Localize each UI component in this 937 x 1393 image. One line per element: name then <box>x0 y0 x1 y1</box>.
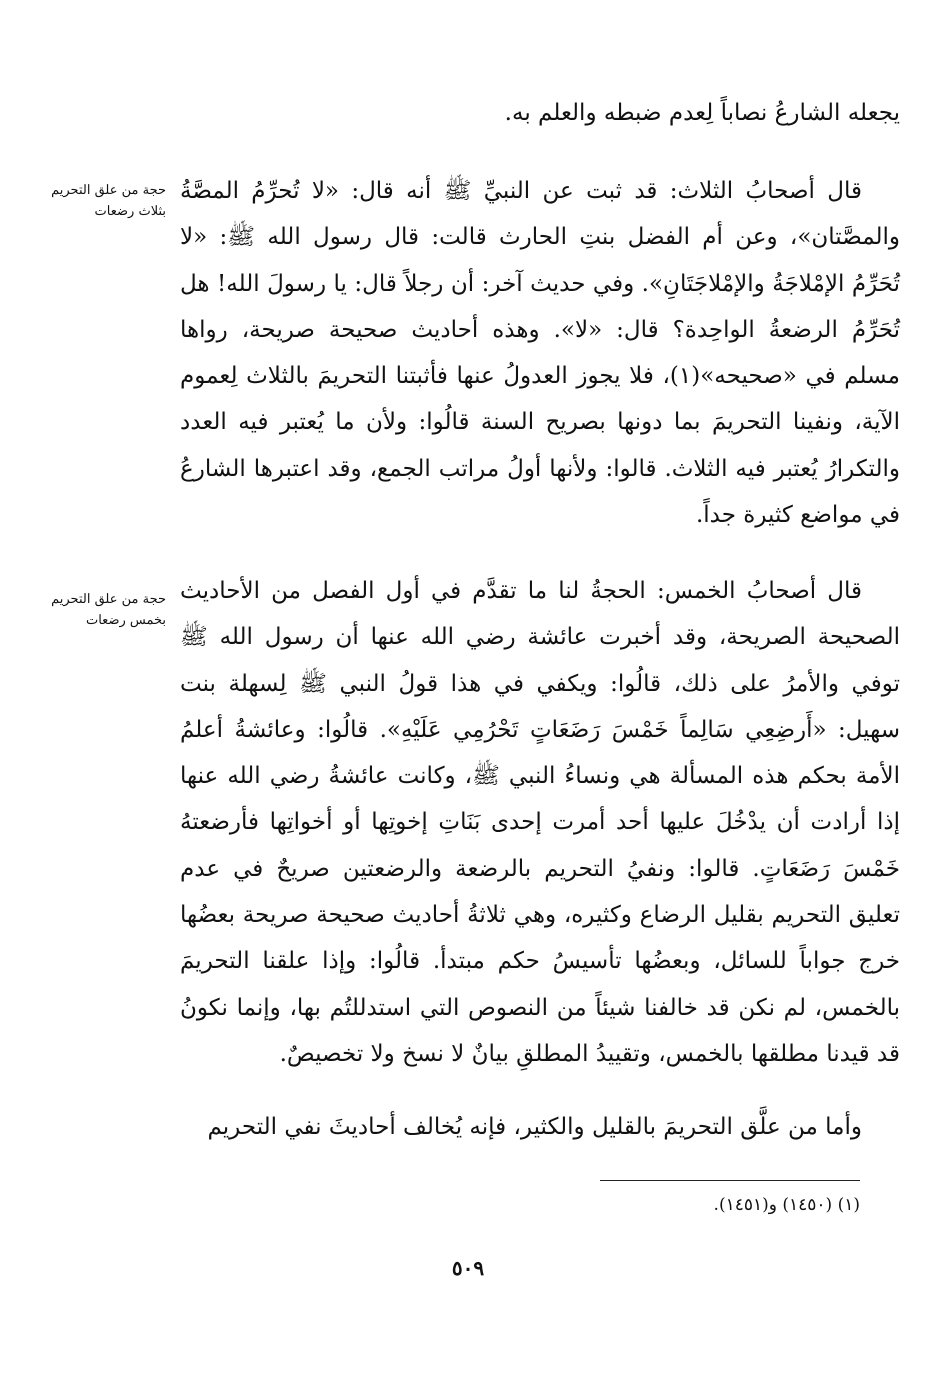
footnote: (١) (١٤٥٠) و(١٤٥١). <box>713 1195 860 1215</box>
margin-note-five-sucklings: حجة من علق التحريم بخمس رضعات <box>51 592 166 628</box>
margin-note-three-sucklings: حجة من علق التحريم بثلاث رضعات <box>51 183 166 219</box>
paragraph-closing: وأما من علَّق التحريمَ بالقليل والكثير، فإنه يُخالف أحاديثَ نفي التحريم <box>207 1114 862 1140</box>
footnote-separator <box>600 1180 860 1181</box>
paragraph-five-sucklings: قال أصحابُ الخمس: الحجةُ لنا ما تقدَّم في أول الفصل من الأحاديث الصحيحة الصريحة، وقد أخبرت عائشة رضي الله عنها أن رسول الله ﷺ توفي والأمرُ على ذلك، قالُوا: ويكفي في هذا قولُ النبي ﷺ لِسهلة بنت سهيل: «أَرضِعِي سَالِماً خَمْسَ رَضَعَاتٍ تَحْرُمِي عَلَيْهِ». قالُوا: وعائشةُ أعلمُ الأمة بحكم هذه المسألة هي ونساءُ النبي ﷺ، وكانت عائشةُ رضي الله عنها إذا أرادت أن يدْخُلَ عليها أحد أمرت إحدى بَنَاتِ إخوتِها أو أخواتِها فأرضعتهُ خَمْسَ رَضَعَاتٍ. قالوا: ونفيُ التحريم بالرضعة والرضعتين صريحٌ في عدم تعليق التحريم بقليل الرضاع وكثيره، وهي ثلاثةُ أحاديث صحيحة صريحة بعضُها خرج جواباً للسائل، وبعضُها تأسيسُ حكم مبتدأ. قالُوا: وإذا علقنا التحريمَ بالخمس، لم نكن قد خالفنا شيئاً من النصوص التي استدللتُم بها، وإنما نكونُ قد قيدنا مطلقها بالخمس، وتقييدُ المطلقِ بيانٌ لا نسخ ولا تخصيصٌ. <box>180 578 900 1067</box>
paragraph-three-sucklings: قال أصحابُ الثلاث: قد ثبت عن النبيِّ ﷺ أنه قال: «لا تُحرِّمُ المصَّةُ والمصَّتان»، وعن أم الفضل بنتِ الحارث قالت: قال رسول الله ﷺ: «لا تُحَرِّمُ الإمْلاجَةُ والإمْلاجَتَانِ». وفي حديث آخر: أن رجلاً قال: يا رسولَ الله! هل تُحَرِّمُ الرضعةُ الواحِدة؟ قال: «لا». وهذه أحاديث صحيحة صريحة، رواها مسلم في «صحيحه»(١)، فلا يجوز العدولُ عنها فأثبتنا التحريمَ بالثلاث لِعموم الآية، ونفينا التحريمَ بما دونها بصريح السنة قالُوا: ولأن ما يُعتبر فيه العدد والتكرارُ يُعتبر فيه الثلاث. قالوا: ولأنها أولُ مراتب الجمع، وقد اعتبرها الشارعُ في مواضع كثيرة جداً. <box>180 178 900 529</box>
paragraph-intro: يجعله الشارعُ نصاباً لِعدم ضبطه والعلم به. <box>504 100 900 126</box>
page-number: ٥٠٩ <box>451 1256 485 1280</box>
